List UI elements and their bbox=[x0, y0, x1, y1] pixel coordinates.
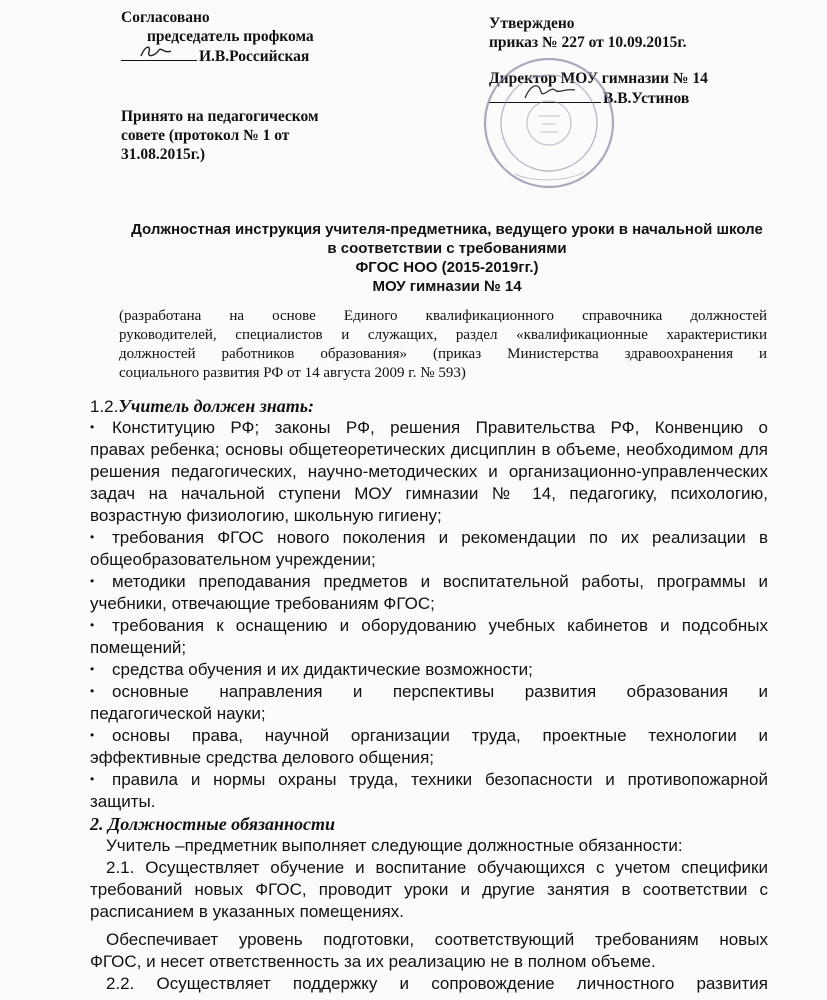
bullet-continuation: помещений; bbox=[90, 638, 187, 657]
bullet-icon: • bbox=[90, 684, 95, 698]
council-acceptance-block bbox=[121, 107, 319, 164]
bullet-icon: • bbox=[90, 728, 95, 742]
note-line: (разработана на основе Единого квалификационного справочника должностей bbox=[119, 308, 767, 324]
council-line-2: совете (протокол № 1 от bbox=[121, 127, 290, 144]
bullet-continuation: задач на начальной ступени МОУ гимназии № 14, педагогику, психологию, bbox=[90, 484, 768, 503]
bullet-continuation: учебники, отвечающие требованиям ФГОС; bbox=[90, 594, 435, 613]
basis-note bbox=[119, 307, 767, 383]
section-2-heading: 2. Должностные обязанности bbox=[90, 814, 335, 834]
section-2-intro: Учитель –предметник выполняет следующие должностные обязанности: bbox=[106, 836, 683, 855]
union-signature-line bbox=[121, 46, 314, 66]
union-chair-name: И.В.Российская bbox=[199, 48, 310, 65]
document-body bbox=[90, 395, 768, 995]
paragraph-level-line: ФГОС, и несет ответственность за их реализацию не в полном объеме. bbox=[90, 952, 656, 971]
bullet-item: • Конституцию РФ; законы РФ, решения Правительства РФ, Конвенцию о bbox=[90, 418, 768, 437]
signature-line bbox=[121, 46, 197, 61]
handwritten-signature bbox=[127, 42, 187, 60]
round-seal-stamp bbox=[480, 54, 618, 192]
note-line: социального развития РФ от 14 августа 2009 г. № 593) bbox=[119, 365, 466, 381]
bullet-icon: • bbox=[90, 662, 95, 676]
bullet-icon: • bbox=[90, 772, 95, 786]
approved-label: Согласовано bbox=[121, 9, 210, 26]
paragraph-2-1-line: требований новых ФГОС, проводит уроки и другие занятия в соответствии с bbox=[90, 880, 768, 899]
paragraph-level-line: Обеспечивает уровень подготовки, соответствующий требованиям новых bbox=[106, 930, 768, 949]
order-number: приказ № 227 от 10.09.2015г. bbox=[489, 34, 687, 51]
bullet-item: • требования ФГОС нового поколения и рекомендации по их реализации в bbox=[90, 528, 768, 547]
bullet-icon: • bbox=[90, 530, 95, 544]
section-number: 1.2. bbox=[90, 397, 119, 416]
bullet-icon: • bbox=[90, 574, 95, 588]
document-title bbox=[105, 220, 789, 296]
paragraph-2-2-line: 2.2. Осуществляет поддержку и сопровождение личностного развития bbox=[106, 974, 768, 993]
director-title: Директор МОУ гимназии № 14 bbox=[489, 70, 708, 87]
paragraph-2-1-line: расписанием в указанных помещениях. bbox=[90, 902, 404, 921]
bullet-item: • основы права, научной организации труда, проектные технологии и bbox=[90, 726, 768, 745]
council-line-1: Принято на педагогическом bbox=[121, 108, 319, 125]
bullet-continuation: защиты. bbox=[90, 792, 156, 811]
section-heading: Учитель должен знать: bbox=[118, 396, 314, 416]
bullet-icon: • bbox=[90, 618, 95, 632]
bullet-continuation: эффективные средства делового общения; bbox=[90, 748, 435, 767]
note-line: руководителей, специалистов и служащих, раздел «квалификационные характеристики bbox=[119, 327, 767, 343]
council-line-3: 31.08.2015г.) bbox=[121, 146, 206, 163]
bullet-icon: • bbox=[90, 420, 95, 434]
bullet-item: • основные направления и перспективы развития образования и bbox=[90, 682, 768, 701]
bullet-continuation: возрастную физиологию, школьную гигиену; bbox=[90, 506, 442, 525]
title-line-3: ФГОС НОО (2015-2019гг.) bbox=[355, 259, 539, 276]
bullet-continuation: педагогической науки; bbox=[90, 704, 266, 723]
paragraph-2-1-line: 2.1. Осуществляет обучение и воспитание обучающихся с учетом специфики bbox=[106, 858, 768, 877]
bullet-continuation: общеобразовательном учреждении; bbox=[90, 550, 376, 569]
approval-block-left bbox=[121, 8, 314, 66]
bullet-item: • методики преподавания предметов и воспитательной работы, программы и bbox=[90, 572, 768, 591]
title-line-2: в соответствии с требованиями bbox=[327, 240, 567, 257]
bullet-item: • требования к оснащению и оборудованию учебных кабинетов и подсобных bbox=[90, 616, 768, 635]
bullet-item: • правила и нормы охраны труда, техники безопасности и противопожарной bbox=[90, 770, 768, 789]
union-chair-title: председатель профкома bbox=[147, 28, 314, 45]
director-name: В.В.Устинов bbox=[603, 90, 690, 107]
bullet-continuation: правах ребенка; основы общетеоретических дисциплин в объеме, необходимом для bbox=[90, 440, 768, 459]
title-line-1: Должностная инструкция учителя-предметника, ведущего уроки в начальной школе bbox=[131, 221, 763, 238]
bullet-continuation: решения педагогических, научно-методических и организационно-управленческих bbox=[90, 462, 768, 481]
section-1-2-heading bbox=[90, 395, 768, 417]
approved-right-label: Утверждено bbox=[489, 15, 575, 32]
note-line: должностей работников образования» (приказ Министерства здравоохранения и bbox=[119, 346, 767, 362]
bullet-item: • средства обучения и их дидактические возможности; bbox=[90, 660, 533, 679]
title-line-4: МОУ гимназии № 14 bbox=[372, 278, 522, 295]
